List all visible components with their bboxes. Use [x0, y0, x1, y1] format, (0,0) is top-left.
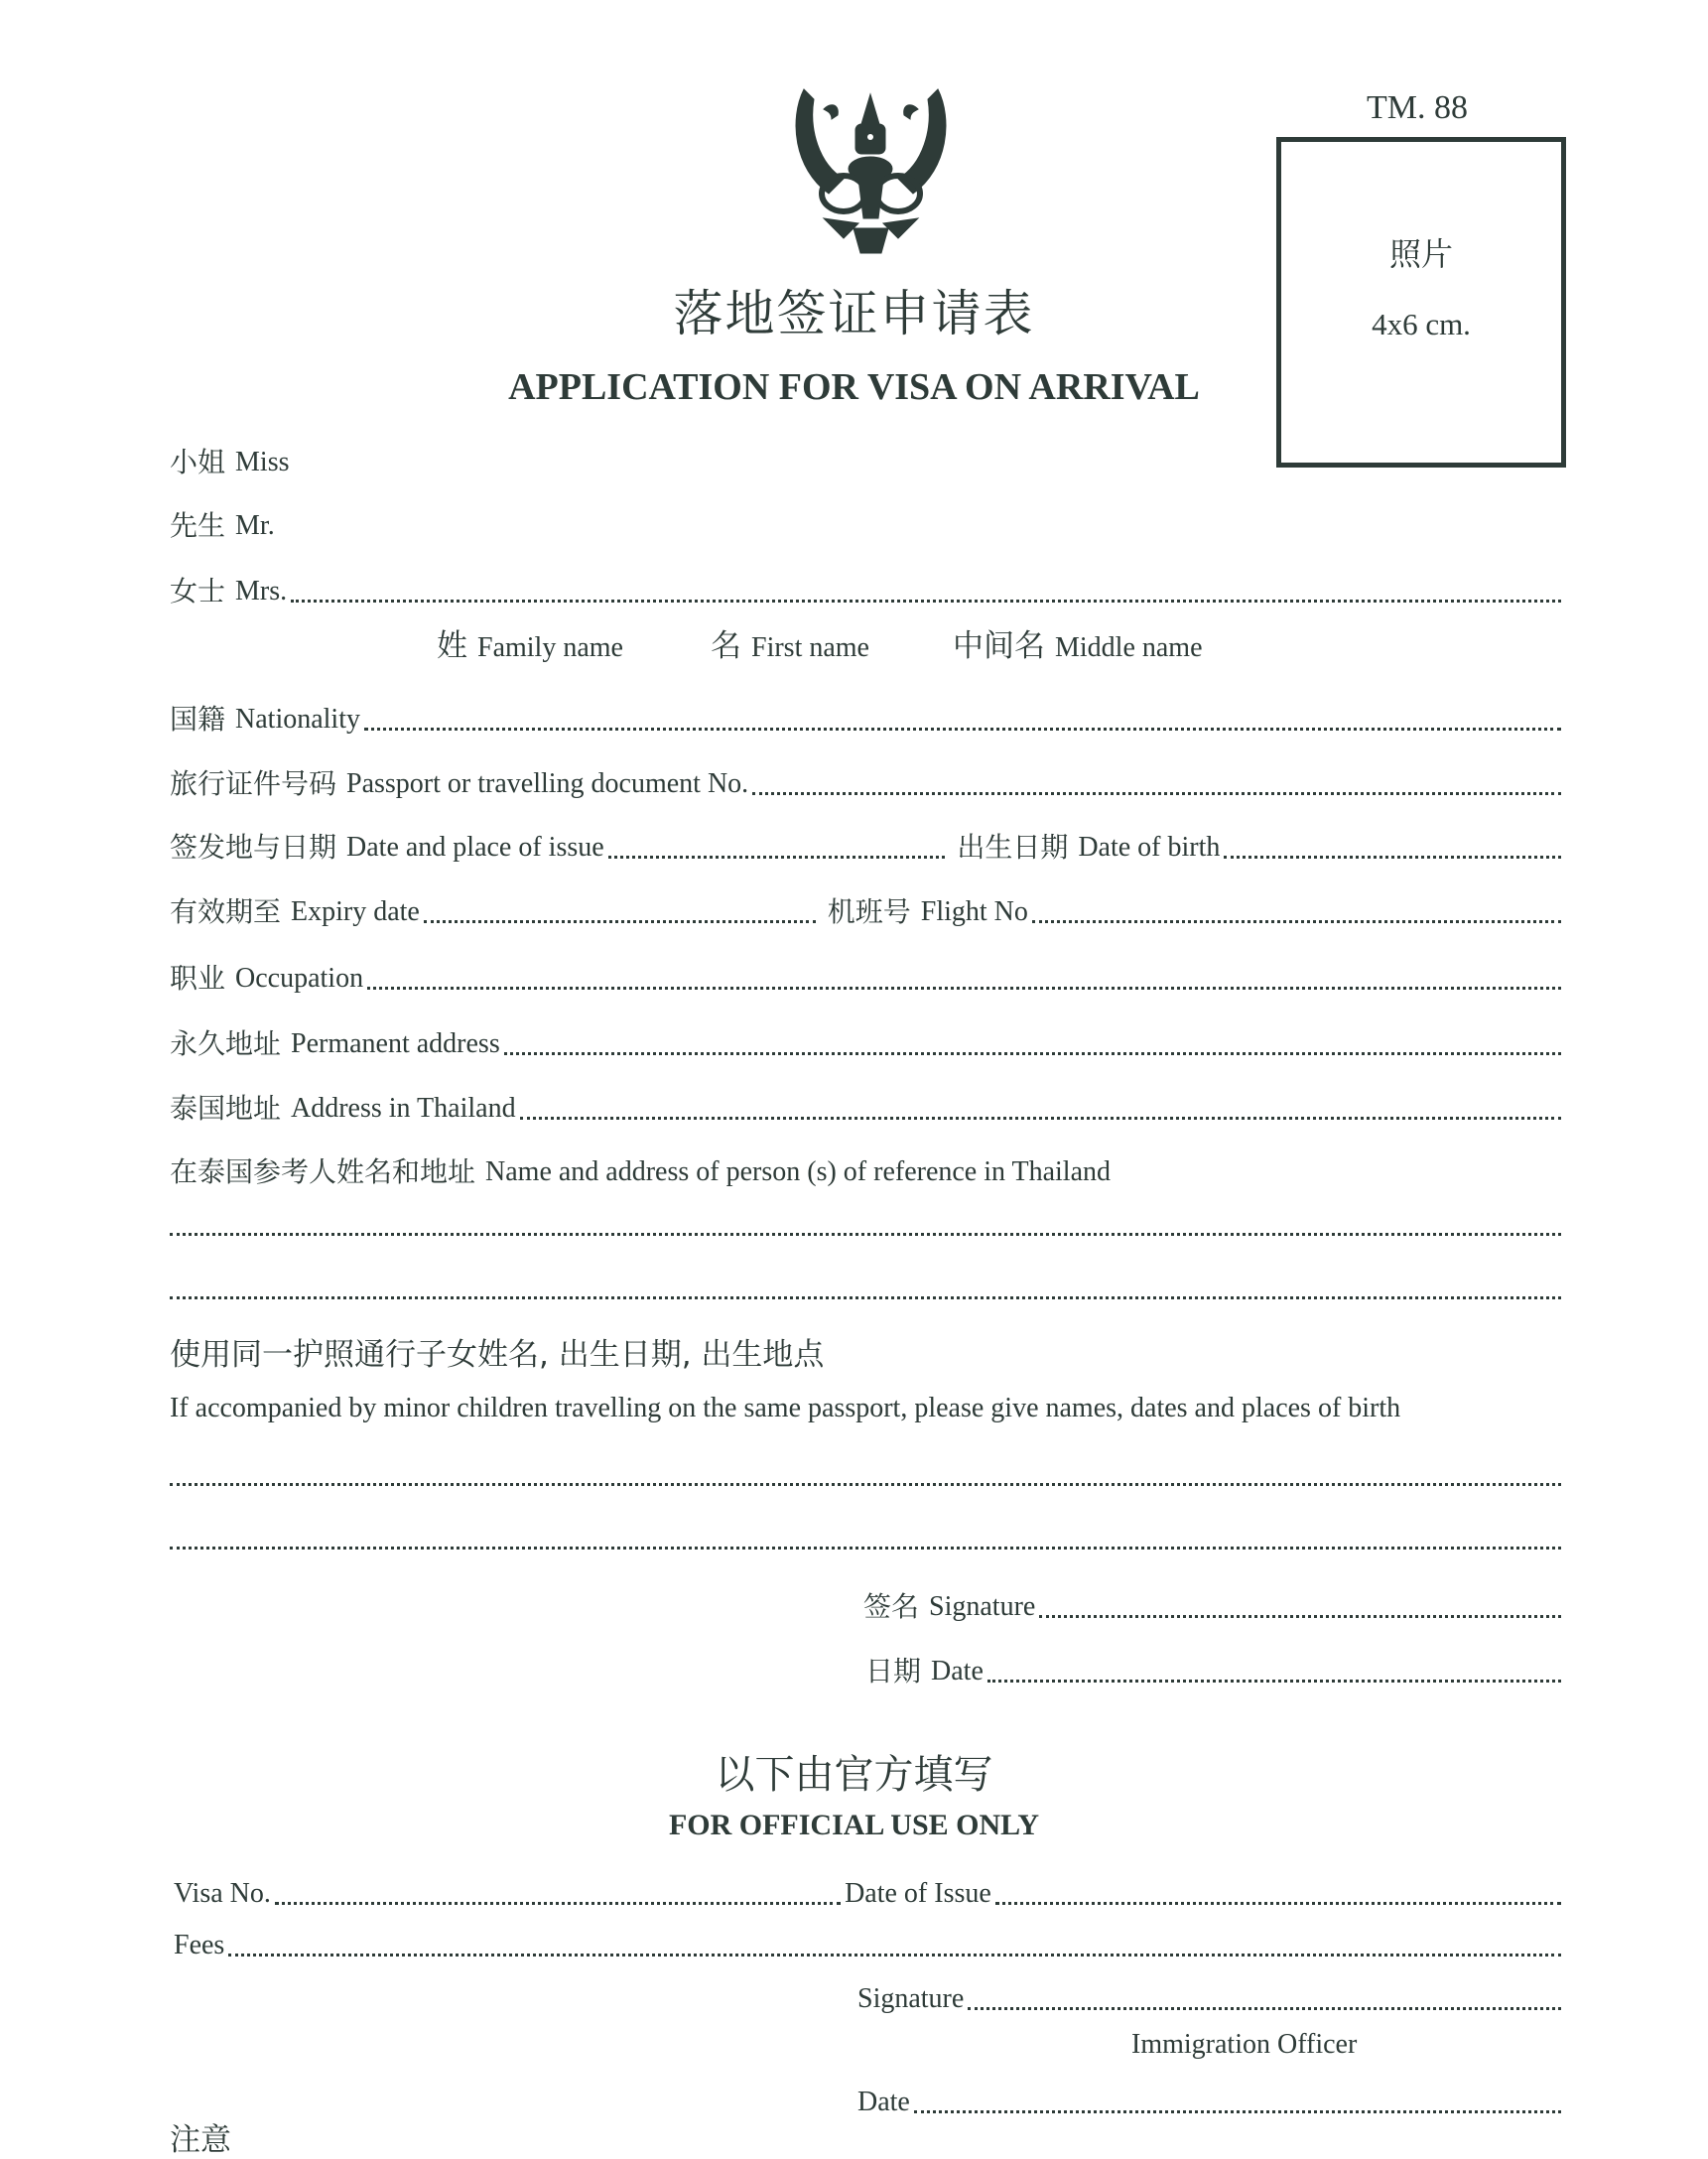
title-option-mr[interactable]: 先生 Mr.	[170, 509, 275, 542]
address-thailand-input-line[interactable]	[520, 1117, 1561, 1120]
family-name-label: 姓 Family name	[437, 628, 623, 664]
occupation-field[interactable]: 职业 Occupation	[170, 957, 1561, 993]
officer-signature-input-line[interactable]	[968, 2007, 1561, 2010]
children-label-cn: 使用同一护照通行子女姓名, 出生日期, 出生地点	[170, 1337, 825, 1373]
photo-label: 照片	[1388, 235, 1453, 273]
issue-birth-row: 签发地与日期 Date and place of issue 出生日期 Date of birth	[170, 826, 1561, 862]
permanent-address-input-line[interactable]	[504, 1052, 1561, 1055]
officer-signature-field[interactable]: Signature	[857, 1977, 1561, 2013]
date-of-birth-input-line[interactable]	[1224, 856, 1561, 859]
footer-note-label: 注意	[170, 2122, 231, 2158]
passport-no-input-line[interactable]	[752, 792, 1561, 795]
applicant-date-field[interactable]: 日期 Date	[865, 1650, 1561, 1686]
passport-no-field[interactable]: 旅行证件号码 Passport or travelling document No.	[170, 762, 1561, 798]
date-place-issue-input-line[interactable]	[608, 856, 946, 859]
reference-label: 在泰国参考人姓名和地址 Name and address of person (s) of reference in Thailand	[170, 1155, 1112, 1188]
photo-size: 4x6 cm.	[1372, 307, 1471, 341]
children-input-line-1[interactable]	[170, 1483, 1561, 1486]
expiry-flight-row: 有效期至 Expiry date 机班号 Flight No	[170, 890, 1561, 926]
title-chinese: 落地签证申请表	[673, 285, 1035, 342]
photo-box[interactable]	[1276, 137, 1566, 468]
title-option-miss[interactable]: 小姐 Miss	[170, 446, 290, 478]
first-name-label: 名 First name	[711, 628, 869, 664]
garuda-emblem-icon	[784, 79, 958, 258]
nationality-input-line[interactable]	[364, 728, 1561, 731]
applicant-signature-input-line[interactable]	[1039, 1615, 1561, 1618]
immigration-officer-label: Immigration Officer	[1131, 2029, 1358, 2060]
occupation-input-line[interactable]	[367, 987, 1561, 990]
name-input-line[interactable]	[291, 600, 1561, 603]
official-heading-cn: 以下由官方填写	[715, 1752, 993, 1798]
fees-input-line[interactable]	[228, 1954, 1561, 1957]
reference-input-line-2[interactable]	[170, 1296, 1561, 1299]
official-heading-en: FOR OFFICIAL USE ONLY	[668, 1809, 1040, 1841]
fees-field[interactable]: Fees	[174, 1924, 1561, 1959]
nationality-field[interactable]: 国籍 Nationality	[170, 698, 1561, 734]
flight-no-input-line[interactable]	[1032, 920, 1561, 923]
applicant-signature-field[interactable]: 签名 Signature	[863, 1585, 1561, 1621]
visa-no-input-line[interactable]	[275, 1902, 841, 1905]
permanent-address-field[interactable]: 永久地址 Permanent address	[170, 1022, 1561, 1058]
reference-input-line-1[interactable]	[170, 1233, 1561, 1236]
visa-issue-row: Visa No. Date of Issue	[174, 1872, 1561, 1908]
date-of-issue-input-line[interactable]	[995, 1902, 1561, 1905]
name-field[interactable]: 女士 Mrs.	[170, 570, 1561, 606]
officer-date-input-line[interactable]	[914, 2110, 1561, 2113]
middle-name-label: 中间名 Middle name	[953, 628, 1203, 664]
expiry-date-input-line[interactable]	[424, 920, 816, 923]
officer-date-field[interactable]: Date	[857, 2081, 1561, 2116]
title-english: APPLICATION FOR VISA ON ARRIVAL	[508, 366, 1200, 408]
children-label-en: If accompanied by minor children travelling on the same passport, please give names, dates and places of birth	[170, 1393, 1401, 1423]
form-code: TM. 88	[1367, 89, 1468, 126]
children-input-line-2[interactable]	[170, 1547, 1561, 1550]
applicant-date-input-line[interactable]	[987, 1680, 1561, 1683]
address-thailand-field[interactable]: 泰国地址 Address in Thailand	[170, 1087, 1561, 1123]
